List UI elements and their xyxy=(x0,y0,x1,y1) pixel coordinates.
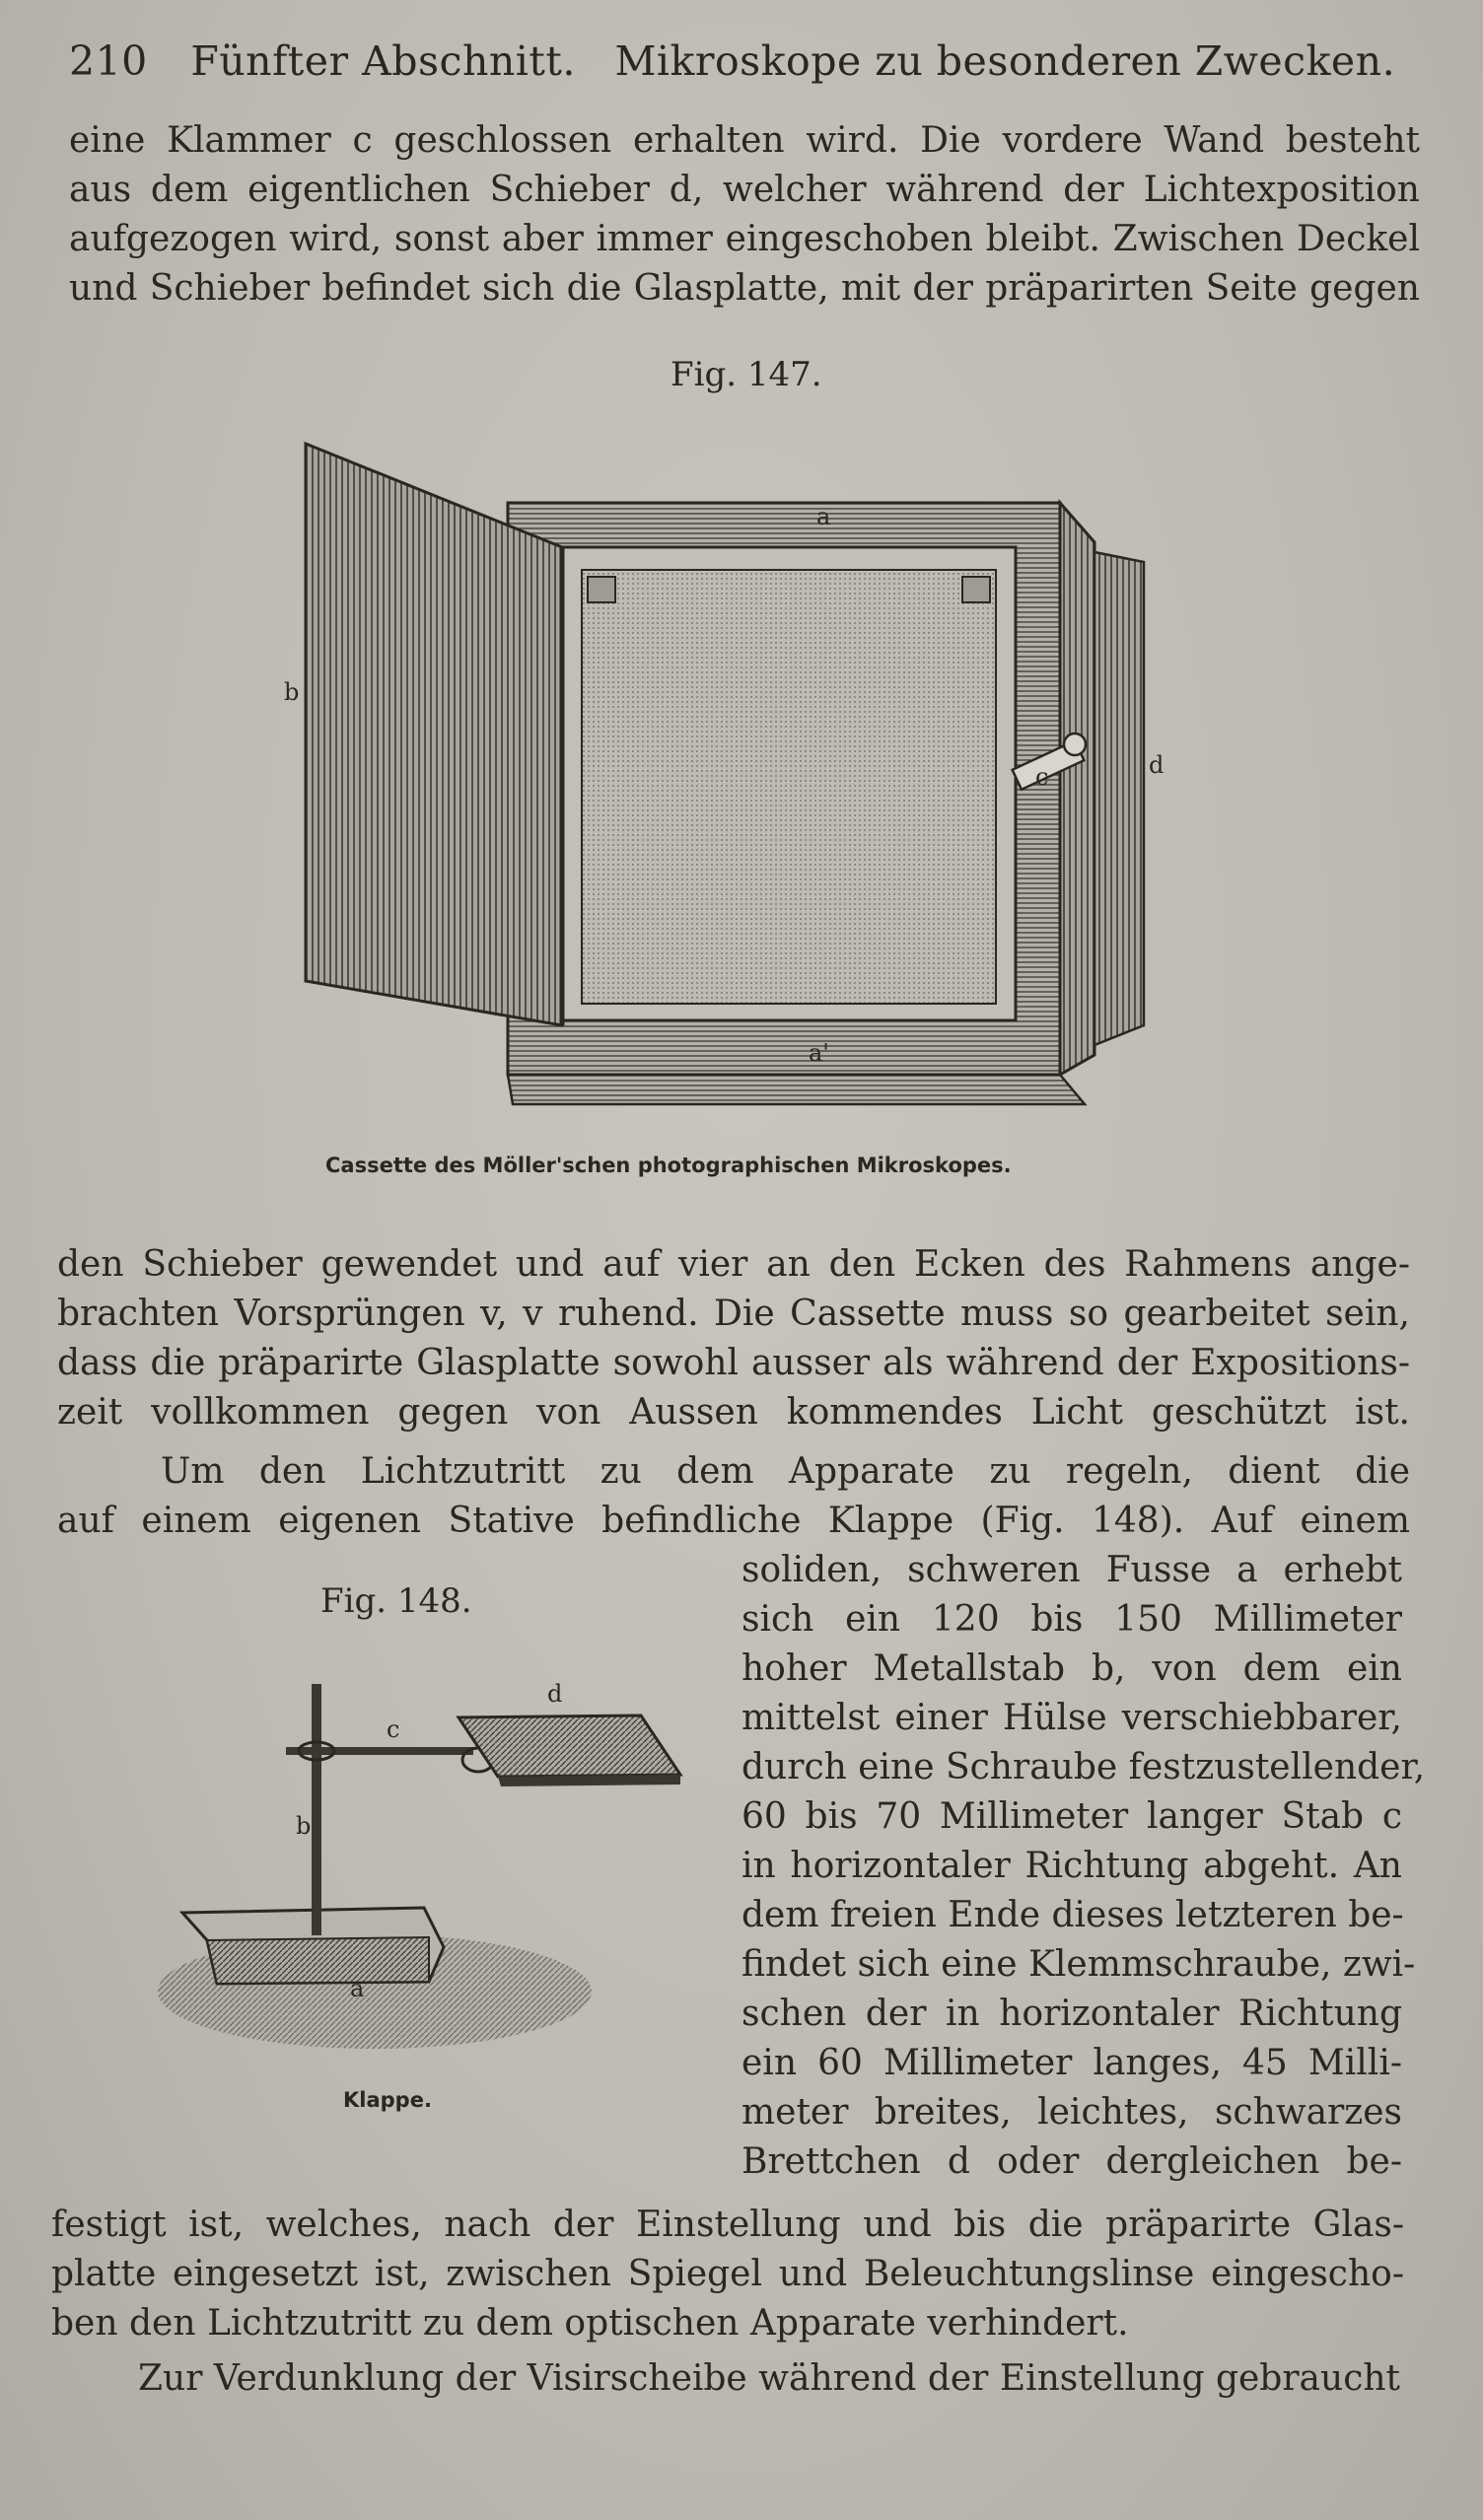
fig148-letter-d: d xyxy=(547,1680,563,1708)
fig147-letter-a: a xyxy=(816,503,831,530)
text-line: Zur Verdunklung der Visirscheibe während der Einstellung gebraucht xyxy=(138,2358,1401,2399)
text-line: zeit vollkommen gegen von Aussen kommendes Licht geschützt ist. xyxy=(57,1392,1410,1433)
text-line: mittelst einer Hülse verschiebbarer, xyxy=(742,1698,1402,1738)
fig147-letter-a-prime: a' xyxy=(809,1039,829,1067)
figure-147-illustration xyxy=(276,434,1164,1124)
paragraph-3-intro xyxy=(57,1447,1410,1546)
paragraph-4 xyxy=(51,2354,1401,2404)
text-line: ben den Lichtzutritt zu dem optischen Apparate verhindert. xyxy=(51,2303,1129,2344)
figure-148-illustration xyxy=(128,1666,710,2080)
text-line: sich ein 120 bis 150 Millimeter xyxy=(742,1599,1402,1640)
figure-147-caption: Cassette des Möller'schen photographischen Mikroskopes. xyxy=(325,1154,1012,1177)
page-header xyxy=(69,37,1396,85)
fig147-letter-b: b xyxy=(284,678,300,706)
figure-148-label: Fig. 148. xyxy=(320,1581,472,1621)
text-line: dass die präparirte Glasplatte sowohl ausser als während der Expositions- xyxy=(57,1343,1410,1383)
paragraph-1 xyxy=(69,116,1420,314)
paragraph-2 xyxy=(57,1240,1410,1437)
fig148-letter-c: c xyxy=(387,1715,400,1743)
text-line: brachten Vorsprüngen v, v ruhend. Die Cassette muss so gearbeitet sein, xyxy=(57,1294,1410,1334)
fig148-letter-a: a xyxy=(350,1975,365,2002)
section-title: Fünfter Abschnitt. xyxy=(190,37,576,85)
text-line: schen der in horizontaler Richtung xyxy=(742,1994,1402,2034)
page-number: 210 xyxy=(69,37,148,85)
text-line: aufgezogen wird, sonst aber immer eingeschoben bleibt. Zwischen Deckel xyxy=(69,219,1420,259)
text-line: eine Klammer c geschlossen erhalten wird. Die vordere Wand besteht xyxy=(69,120,1420,161)
text-line: 60 bis 70 Millimeter langer Stab c xyxy=(742,1796,1402,1837)
text-line: und Schieber befindet sich die Glasplatte, mit der präparirten Seite gegen xyxy=(69,268,1420,309)
text-line: ein 60 Millimeter langes, 45 Milli- xyxy=(742,2043,1402,2083)
figure-148-caption: Klappe. xyxy=(343,2088,432,2112)
text-line: in horizontaler Richtung abgeht. An xyxy=(742,1846,1402,1886)
fig147-letter-c: c xyxy=(1035,763,1049,791)
text-line: findet sich eine Klemmschraube, zwi- xyxy=(742,1944,1416,1985)
text-line: meter breites, leichtes, schwarzes xyxy=(742,2092,1402,2133)
text-line: platte eingesetzt ist, zwischen Spiegel und Beleuchtungslinse eingescho- xyxy=(51,2254,1404,2294)
text-line: Um den Lichtzutritt zu dem Apparate zu regeln, dient die xyxy=(161,1451,1410,1492)
text-line: soliden, schweren Fusse a erhebt xyxy=(742,1550,1402,1590)
text-line: den Schieber gewendet und auf vier an den Ecken des Rahmens ange- xyxy=(57,1244,1410,1285)
text-line: Brettchen d oder dergleichen be- xyxy=(742,2141,1402,2182)
text-line: festigt ist, welches, nach der Einstellung und bis die präparirte Glas- xyxy=(51,2205,1404,2245)
chapter-title: Mikroskope zu besonderen Zwecken. xyxy=(614,37,1396,85)
text-line: dem freien Ende dieses letzteren be- xyxy=(742,1895,1404,1935)
text-line: hoher Metallstab b, von dem ein xyxy=(742,1648,1402,1689)
text-line: aus dem eigentlichen Schieber d, welcher während der Lichtexposition xyxy=(69,170,1420,210)
paragraph-3-end xyxy=(51,2201,1404,2348)
fig148-letter-b: b xyxy=(296,1812,312,1840)
figure-147-label: Fig. 147. xyxy=(671,355,822,394)
fig147-letter-d: d xyxy=(1149,751,1164,779)
paragraph-3-right-column xyxy=(742,1546,1426,2187)
text-line: durch eine Schraube festzustellender, xyxy=(742,1747,1426,1787)
text-line: auf einem eigenen Stative befindliche Klappe (Fig. 148). Auf einem xyxy=(57,1501,1410,1541)
